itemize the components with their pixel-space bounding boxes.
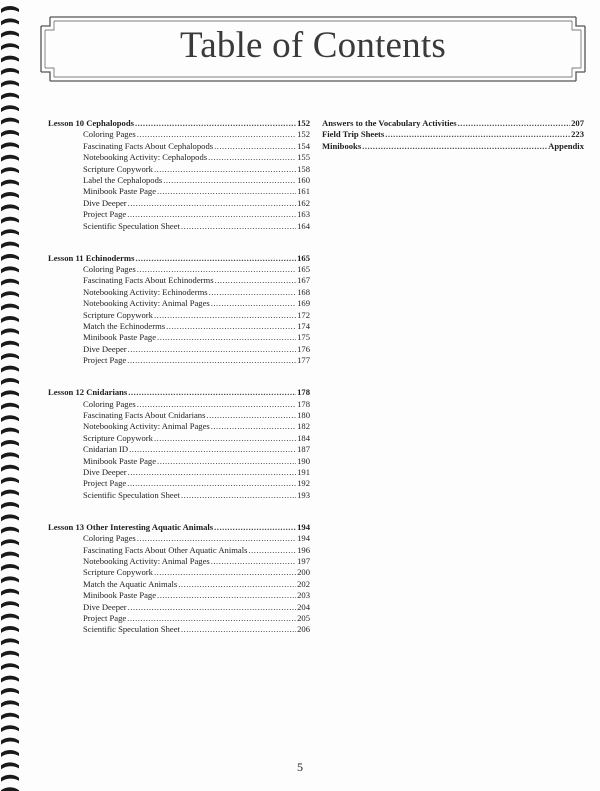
toc-entry [48,490,310,501]
toc-entry-page: 191 [297,466,310,477]
toc-entry-page: 164 [297,220,310,231]
toc-lesson [48,387,310,501]
toc-entry [48,410,310,421]
toc-entry-label: Scientific Speculation Sheet [83,220,180,231]
toc-entry [48,579,310,590]
toc-entry [48,613,310,624]
leader-dots [137,264,296,275]
spiral-coil [1,576,19,583]
toc-entry-label: Lesson 11 Echinoderms [48,252,135,263]
toc-entry [48,321,310,332]
toc-entry [48,129,310,140]
spiral-coil [1,105,19,112]
spiral-binding [0,0,22,791]
leader-dots [458,118,570,129]
toc-lesson-heading [48,522,310,533]
spiral-coil [1,725,19,732]
spiral-coil [1,440,19,447]
spiral-coil [1,242,19,249]
toc-entry [48,567,310,578]
toc-entry-label: Minibook Paste Page [83,332,157,343]
toc-entry-page: 187 [297,444,310,455]
toc-entry-page: 172 [297,309,310,320]
toc-entry-page: 165 [297,263,310,274]
toc-entry-page: 192 [297,478,310,489]
leader-dots [178,579,296,590]
toc-entry-label: Coloring Pages [83,533,136,544]
spiral-coil [1,428,19,435]
leader-dots [214,141,296,152]
toc-entry-label: Match the Echinoderms [83,321,166,331]
toc-entry-label: Minibook Paste Page [83,455,157,466]
toc-entry-label: Project Page [83,478,127,489]
toc-entry-page: 182 [297,421,310,432]
toc-entry [48,287,310,298]
toc-entry [48,421,310,432]
toc-entry-label: Field Trip Sheets [322,129,385,140]
toc-entry-label: Scripture Copywork [83,567,153,578]
spiral-coil [1,341,19,348]
toc-entry-page: 163 [297,209,310,220]
leader-dots [127,355,296,366]
spiral-coil [1,539,19,546]
page-number: 5 [297,760,303,774]
leader-dots [157,186,296,197]
toc-entry-page: 205 [297,612,310,623]
toc-entry [48,556,310,567]
toc-entry [48,545,310,556]
toc-entry-label: Scripture Copywork [83,163,153,174]
leader-dots [362,141,547,152]
toc-lesson-heading [48,387,310,398]
spiral-coil [1,502,19,509]
spiral-coil [1,180,19,187]
spiral-coil [1,254,19,261]
toc-entry-label: Lesson 13 Other Interesting Aquatic Animals [48,521,214,532]
spiral-coil [1,465,19,472]
toc-entry-page: 196 [297,544,310,555]
toc-entry [48,590,310,601]
spiral-coil [1,601,19,608]
toc-entry [48,141,310,152]
toc-entry [48,175,310,186]
toc-entry [48,355,310,366]
leader-dots [154,567,296,578]
spiral-coil [1,56,19,63]
spiral-coil [1,527,19,534]
spiral-coil [1,155,19,162]
spiral-coil [1,130,19,137]
leader-dots [211,421,296,432]
spiral-coil [1,626,19,633]
toc-entry-page: 155 [297,152,310,163]
toc-lesson [48,118,310,232]
toc-entry-page: 204 [297,601,310,612]
toc-entry [48,164,310,175]
toc-entry-label: Notebooking Activity: Animal Pages [83,421,210,432]
spiral-coil [1,415,19,422]
toc-entry-page: 203 [297,590,310,601]
toc-entry [48,186,310,197]
spiral-coil [1,366,19,373]
spiral-coil [1,217,19,224]
toc-entry-label: Coloring Pages [83,129,136,140]
spiral-coil [1,378,19,385]
leader-dots [181,490,296,501]
toc-entry [48,602,310,613]
toc-entry [322,118,584,129]
spiral-coil [1,192,19,199]
toc-entry-page: 175 [297,332,310,343]
spiral-coil [1,229,19,236]
toc-right-column [322,118,584,152]
spiral-coil [1,564,19,571]
leader-dots [248,545,296,556]
spiral-coil [1,403,19,410]
spiral-coil [1,279,19,286]
leader-dots [135,118,296,129]
toc-entry-label: Dive Deeper [83,601,127,612]
toc-entry [48,467,310,478]
toc-lesson-heading [48,118,310,129]
toc-entry-page: 161 [297,186,310,197]
leader-dots [128,344,296,355]
spiral-coil [1,638,19,645]
toc-entry-label: Cnidarian ID [83,444,129,455]
spiral-coil [1,204,19,211]
leader-dots [209,287,297,298]
spiral-coil [1,477,19,484]
toc-entry-page: 174 [297,321,310,331]
toc-entry-page: 152 [297,129,310,140]
toc-entry-label: Coloring Pages [83,398,136,409]
spiral-coil [1,304,19,311]
leader-dots [215,275,297,286]
spiral-coil [1,328,19,335]
toc-entry [48,624,310,635]
toc-entry-label: Lesson 10 Cephalopods [48,118,134,128]
toc-entry-label: Dive Deeper [83,466,127,477]
toc-entry-page: 194 [297,533,310,544]
toc-entry [48,221,310,232]
spiral-coil [1,43,19,50]
spiral-coil [1,353,19,360]
spiral-coil [1,93,19,100]
leader-dots [128,467,296,478]
spiral-coil [1,6,19,13]
toc-entry-label: Answers to the Vocabulary Activities [322,118,457,128]
leader-dots [128,387,296,398]
spiral-coil [1,552,19,559]
toc-entry-page: 154 [297,140,310,151]
spiral-coil [1,514,19,521]
leader-dots [163,175,296,186]
toc-entry-page: 223 [571,129,584,140]
toc-entry-label: Notebooking Activity: Cephalopods [83,152,208,163]
spiral-coil [1,390,19,397]
spiral-coil [1,589,19,596]
leader-dots [208,152,296,163]
toc-entry [48,399,310,410]
spiral-coil [1,266,19,273]
spiral-coil [1,713,19,720]
spiral-coil [1,80,19,87]
toc-entry-label: Project Page [83,209,127,220]
toc-entry-page: 176 [297,343,310,354]
spiral-coil [1,291,19,298]
leader-dots [137,129,296,140]
page-title: Table of Contents [180,25,446,66]
toc-entry-page: 167 [297,275,310,286]
toc-entry-page: 168 [297,286,310,297]
toc-entry-label: Coloring Pages [83,263,136,274]
leader-dots [157,332,296,343]
toc-entry-label: Label the Cephalopods [83,175,163,186]
toc-entry-label: Project Page [83,355,127,366]
toc-entry [48,264,310,275]
leader-dots [206,410,296,421]
toc-entry-page: 207 [571,118,584,128]
spiral-coil [1,614,19,621]
toc-entry-label: Scientific Speculation Sheet [83,489,180,500]
toc-entry-label: Fascinating Facts About Cnidarians [83,409,206,420]
toc-entry-label: Minibooks [322,140,362,151]
spiral-coil [1,452,19,459]
leader-dots [128,602,296,613]
toc-entry [48,310,310,321]
leader-dots [157,456,296,467]
leader-dots [154,164,296,175]
spiral-coil [1,490,19,497]
leader-dots [181,221,296,232]
spiral-coil [1,316,19,323]
toc-entry-page: 177 [297,355,310,366]
toc-entry [48,209,310,220]
leader-dots [214,522,296,533]
toc-entry-label: Notebooking Activity: Animal Pages [83,555,210,566]
leader-dots [181,624,296,635]
toc-entry [48,198,310,209]
leader-dots [154,433,296,444]
toc-entry-label: Scientific Speculation Sheet [83,624,180,635]
spiral-coil [1,167,19,174]
leader-dots [211,298,296,309]
toc-entry-page: 202 [297,578,310,589]
toc-entry [48,344,310,355]
toc-entry-page: 158 [297,163,310,174]
leader-dots [128,198,296,209]
toc-entry-page: 169 [297,298,310,309]
toc-entry-page: 178 [297,387,310,398]
toc-entry-page: 162 [297,197,310,208]
toc-entry-label: Scripture Copywork [83,309,153,320]
spiral-coil [1,688,19,695]
leader-dots [127,478,296,489]
spiral-coil [1,68,19,75]
toc-lesson [48,522,310,636]
toc-entry [48,444,310,455]
spiral-coil [1,651,19,658]
toc-entry-label: Fascinating Facts About Other Aquatic Animals [83,544,248,555]
toc-entry-page: 197 [297,555,310,566]
toc-lesson [48,253,310,367]
spiral-coil [1,738,19,745]
toc-entry-page: 180 [297,409,310,420]
toc-entry-label: Minibook Paste Page [83,590,157,601]
toc-entry-label: Dive Deeper [83,343,127,354]
spiral-coil [1,18,19,25]
toc-entry [48,298,310,309]
toc-entry [48,433,310,444]
spiral-coil [1,775,19,782]
spiral-coil [1,663,19,670]
spiral-coil [1,142,19,149]
toc-entry-label: Lesson 12 Cnidarians [48,387,128,398]
leader-dots [157,590,296,601]
spiral-coil [1,118,19,125]
toc-entry-label: Minibook Paste Page [83,186,157,197]
leader-dots [129,444,296,455]
spiral-coil [1,700,19,707]
toc-entry-label: Project Page [83,612,127,623]
toc-entry-page: 165 [297,252,310,263]
toc-entry-label: Match the Aquatic Animals [83,578,178,589]
leader-dots [127,209,296,220]
toc-entry [48,332,310,343]
toc-entry-label: Notebooking Activity: Echinoderms [83,286,208,297]
toc-entry-page: 194 [297,521,310,532]
toc-entry-label: Fascinating Facts About Cephalopods [83,140,214,151]
toc-entry-page: 184 [297,432,310,443]
toc-entry [48,275,310,286]
toc-entry [322,141,584,152]
toc-left-column [48,118,310,656]
toc-entry-page: 178 [297,398,310,409]
toc-entry-label: Dive Deeper [83,197,127,208]
toc-entry-page: 206 [297,624,310,635]
spiral-coil [1,787,19,791]
leader-dots [137,399,296,410]
spiral-coil [1,750,19,757]
toc-entry [48,456,310,467]
leader-dots [135,253,296,264]
toc-entry-page: 152 [297,118,310,128]
spiral-coil [1,31,19,38]
toc-entry-page: 193 [297,489,310,500]
toc-entry-page: 190 [297,455,310,466]
leader-dots [137,533,296,544]
leader-dots [154,310,296,321]
leader-dots [211,556,296,567]
toc-lesson-heading [48,253,310,264]
toc-entry-label: Scripture Copywork [83,432,153,443]
toc-entry-page: Appendix [548,140,584,151]
toc-entry-label: Notebooking Activity: Animal Pages [83,298,210,309]
toc-entry [322,129,584,140]
toc-entry-page: 200 [297,567,310,578]
leader-dots [385,129,570,140]
leader-dots [166,321,296,332]
leader-dots [127,613,296,624]
toc-entry [48,478,310,489]
toc-entry-page: 160 [297,175,310,186]
toc-entry [48,533,310,544]
toc-entry [48,152,310,163]
spiral-coil [1,676,19,683]
toc-entry-label: Fascinating Facts About Echinoderms [83,275,214,286]
